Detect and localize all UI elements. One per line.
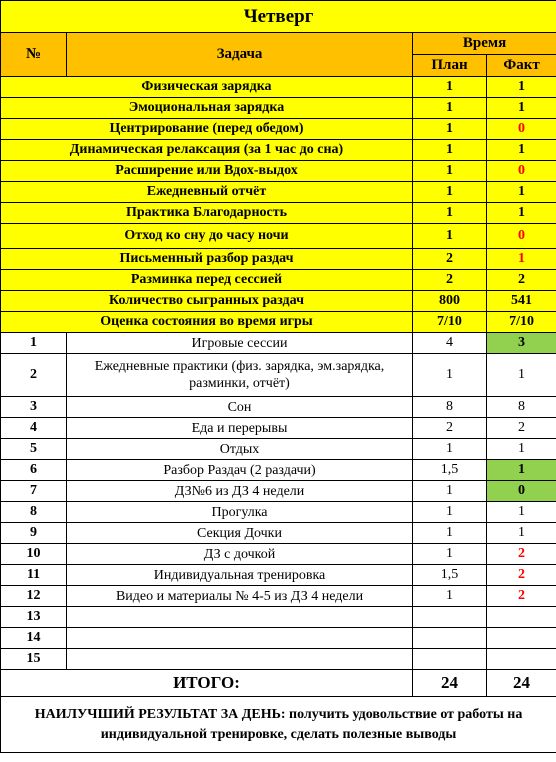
header-fact: Факт	[487, 55, 556, 77]
row-fact: 1	[487, 523, 556, 544]
highlight-row	[1, 119, 556, 140]
task-row	[1, 333, 556, 354]
row-task: ДЗ№6 из ДЗ 4 недели	[67, 481, 413, 502]
row-number: 11	[1, 565, 67, 586]
highlight-row	[1, 224, 556, 249]
task-row	[1, 607, 556, 628]
row-task: Разбор Раздач (2 раздачи)	[67, 460, 413, 481]
row-plan	[413, 628, 487, 649]
row-fact: 2	[487, 586, 556, 607]
task-row	[1, 565, 556, 586]
row-number: 13	[1, 607, 67, 628]
row-plan: 4	[413, 333, 487, 354]
highlight-task: Оценка состояния во время игры	[1, 312, 413, 333]
task-row	[1, 418, 556, 439]
header-task: Задача	[67, 33, 413, 77]
row-number: 5	[1, 439, 67, 460]
row-plan: 1,5	[413, 565, 487, 586]
row-fact	[487, 607, 556, 628]
best-result-text: получить удовольствие от работы на индивидуальной тренировке, сделать полезные выводы	[100, 706, 523, 742]
highlight-fact: 1	[487, 182, 556, 203]
row-number: 1	[1, 333, 67, 354]
highlight-plan: 1	[413, 182, 487, 203]
row-plan: 1	[413, 354, 487, 397]
row-task: Прогулка	[67, 502, 413, 523]
highlight-task: Эмоциональная зарядка	[1, 98, 413, 119]
footer-row	[1, 697, 556, 753]
row-number: 12	[1, 586, 67, 607]
task-row	[1, 481, 556, 502]
row-fact: 1	[487, 460, 556, 481]
highlight-fact: 541	[487, 291, 556, 312]
row-number: 14	[1, 628, 67, 649]
highlight-plan: 1	[413, 224, 487, 249]
highlight-fact: 7/10	[487, 312, 556, 333]
highlight-fact: 0	[487, 161, 556, 182]
highlight-row	[1, 312, 556, 333]
row-fact: 8	[487, 397, 556, 418]
row-plan: 1	[413, 502, 487, 523]
highlight-plan: 7/10	[413, 312, 487, 333]
highlight-task: Разминка перед сессией	[1, 270, 413, 291]
highlight-fact: 0	[487, 119, 556, 140]
highlight-plan: 1	[413, 161, 487, 182]
highlight-task: Ежедневный отчёт	[1, 182, 413, 203]
highlight-plan: 2	[413, 249, 487, 270]
row-task	[67, 628, 413, 649]
row-fact	[487, 649, 556, 670]
row-fact: 3	[487, 333, 556, 354]
row-number: 9	[1, 523, 67, 544]
row-plan	[413, 607, 487, 628]
highlight-task: Практика Благодарность	[1, 203, 413, 224]
header-num: №	[1, 33, 67, 77]
best-result-label: НАИЛУЧШИЙ РЕЗУЛЬТАТ ЗА ДЕНЬ:	[34, 706, 286, 722]
best-result-note	[1, 697, 556, 753]
highlight-fact: 0	[487, 224, 556, 249]
row-task: Игровые сессии	[67, 333, 413, 354]
highlight-plan: 1	[413, 203, 487, 224]
total-row	[1, 670, 556, 697]
highlight-fact: 1	[487, 77, 556, 98]
highlight-plan: 800	[413, 291, 487, 312]
highlight-row	[1, 270, 556, 291]
task-row	[1, 586, 556, 607]
row-plan	[413, 649, 487, 670]
highlight-task: Динамическая релаксация (за 1 час до сна)	[1, 140, 413, 161]
highlight-plan: 2	[413, 270, 487, 291]
highlight-plan: 1	[413, 140, 487, 161]
row-number: 15	[1, 649, 67, 670]
header-plan: План	[413, 55, 487, 77]
row-fact: 1	[487, 439, 556, 460]
total-plan: 24	[413, 670, 487, 697]
row-plan: 2	[413, 418, 487, 439]
highlight-fact: 1	[487, 203, 556, 224]
row-number: 7	[1, 481, 67, 502]
highlight-row	[1, 182, 556, 203]
task-row	[1, 502, 556, 523]
highlight-fact: 1	[487, 249, 556, 270]
row-fact	[487, 628, 556, 649]
highlight-row	[1, 291, 556, 312]
task-row	[1, 544, 556, 565]
row-fact: 1	[487, 502, 556, 523]
row-task: Индивидуальная тренировка	[67, 565, 413, 586]
highlight-row	[1, 140, 556, 161]
highlight-plan: 1	[413, 119, 487, 140]
row-task: Сон	[67, 397, 413, 418]
row-fact: 2	[487, 565, 556, 586]
highlight-row	[1, 77, 556, 98]
row-number: 8	[1, 502, 67, 523]
highlight-fact: 2	[487, 270, 556, 291]
row-plan: 1	[413, 586, 487, 607]
highlight-row	[1, 249, 556, 270]
row-task: Отдых	[67, 439, 413, 460]
row-plan: 1	[413, 523, 487, 544]
highlight-plan: 1	[413, 98, 487, 119]
row-fact: 0	[487, 481, 556, 502]
task-row	[1, 649, 556, 670]
header-time: Время	[413, 33, 556, 55]
row-task	[67, 649, 413, 670]
highlight-task: Отход ко сну до часу ночи	[1, 224, 413, 249]
row-task: ДЗ с дочкой	[67, 544, 413, 565]
row-task: Секция Дочки	[67, 523, 413, 544]
task-row	[1, 439, 556, 460]
task-row	[1, 354, 556, 397]
row-task	[67, 607, 413, 628]
row-plan: 8	[413, 397, 487, 418]
row-number: 2	[1, 354, 67, 397]
row-fact: 2	[487, 418, 556, 439]
row-fact: 1	[487, 354, 556, 397]
row-task: Ежедневные практики (физ. зарядка, эм.зарядка, разминки, отчёт)	[67, 354, 413, 397]
total-fact: 24	[487, 670, 556, 697]
highlight-task: Письменный разбор раздач	[1, 249, 413, 270]
task-row	[1, 460, 556, 481]
row-plan: 1	[413, 439, 487, 460]
row-number: 10	[1, 544, 67, 565]
highlight-fact: 1	[487, 140, 556, 161]
row-number: 3	[1, 397, 67, 418]
row-number: 4	[1, 418, 67, 439]
highlight-task: Количество сыгранных раздач	[1, 291, 413, 312]
highlight-row	[1, 203, 556, 224]
highlight-plan: 1	[413, 77, 487, 98]
row-task: Видео и материалы № 4-5 из ДЗ 4 недели	[67, 586, 413, 607]
highlight-task: Физическая зарядка	[1, 77, 413, 98]
day-title: Четверг	[1, 1, 556, 33]
task-row	[1, 397, 556, 418]
highlight-fact: 1	[487, 98, 556, 119]
row-number: 6	[1, 460, 67, 481]
row-task: Еда и перерывы	[67, 418, 413, 439]
task-row	[1, 628, 556, 649]
highlight-row	[1, 161, 556, 182]
highlight-row	[1, 98, 556, 119]
task-row	[1, 523, 556, 544]
highlight-task: Расширение или Вдох-выдох	[1, 161, 413, 182]
row-plan: 1	[413, 481, 487, 502]
highlight-task: Центрирование (перед обедом)	[1, 119, 413, 140]
row-plan: 1,5	[413, 460, 487, 481]
total-label: ИТОГО:	[1, 670, 413, 697]
row-plan: 1	[413, 544, 487, 565]
row-fact: 2	[487, 544, 556, 565]
